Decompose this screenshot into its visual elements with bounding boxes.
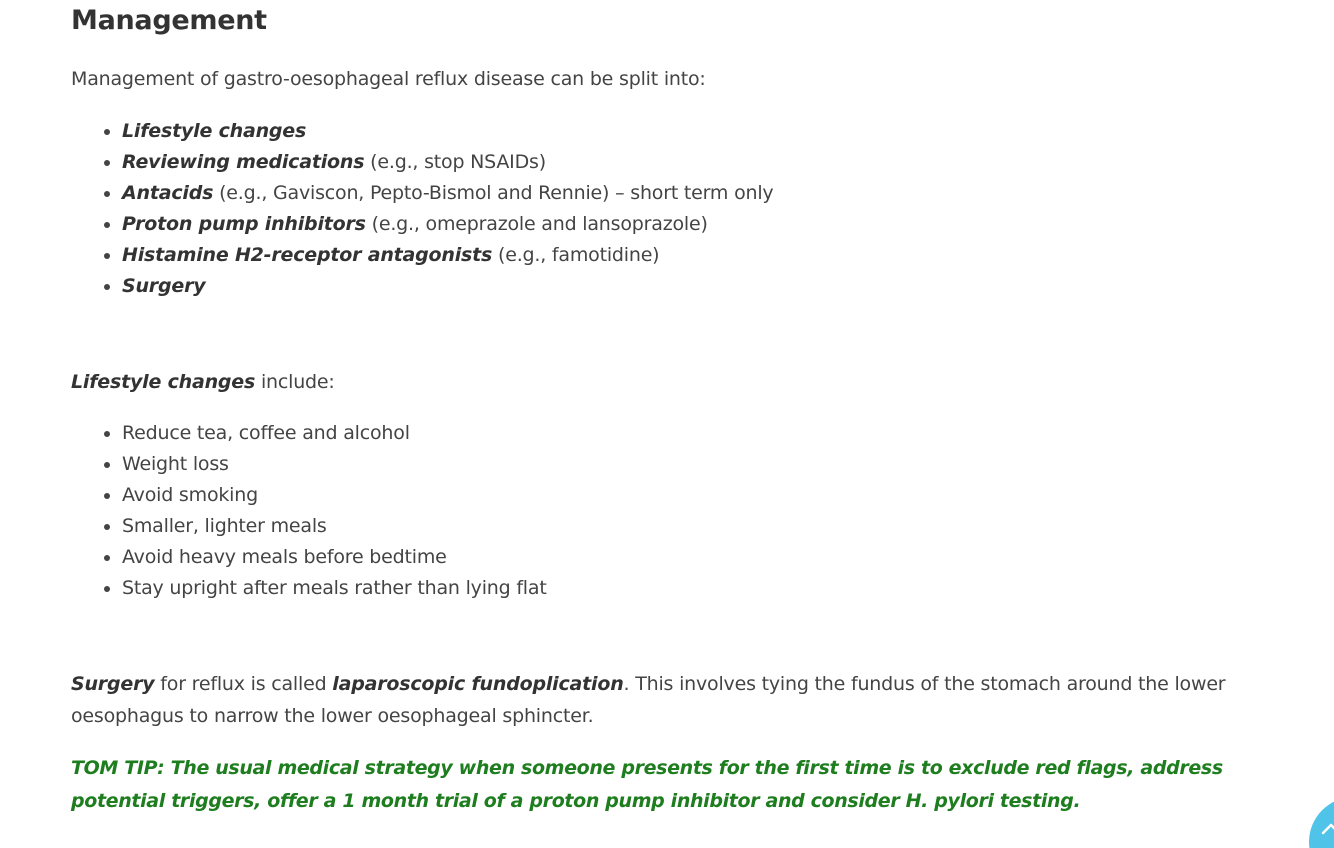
list-item: • Stay upright after meals rather than lying flat [122,573,547,604]
section-heading: Management [71,5,267,36]
surgery-rest: . This involves tying the fundus of the stomach around the lower oesophagus to narrow the lower oesophageal sphincter. [71,673,1226,727]
list-item-detail: (e.g., famotidine) [492,244,660,266]
list-item [122,209,773,240]
tom-tip: TOM TIP: The usual medical strategy when someone presents for the first time is to exclude red flags, address potential triggers, offer a 1 month trial of a proton pump inhibitor and consider H. pylori testing. [71,757,1223,812]
management-list [71,116,773,302]
list-item [122,147,773,178]
list-item [122,116,773,147]
lifestyle-intro-rest: include: [255,371,335,393]
surgery-mid: for reflux is called [154,673,333,695]
list-item-term: Surgery [122,275,206,297]
list-item [122,178,773,209]
surgery-procedure: laparoscopic fundoplication [332,673,624,695]
list-item-detail: (e.g., Gaviscon, Pepto-Bismol and Rennie) – short term only [213,182,774,204]
lifestyle-list [71,418,547,604]
list-item [122,271,773,302]
list-item-term: Antacids [122,182,214,204]
list-item-term: Reviewing medications [122,151,365,173]
surgery-paragraph [71,668,1311,732]
lifestyle-intro-term: Lifestyle changes [71,371,256,393]
intro-paragraph: Management of gastro-oesophageal reflux disease can be split into: [71,68,706,90]
list-item: • Avoid smoking [122,480,547,511]
list-item: • Smaller, lighter meals [122,511,547,542]
surgery-term: Surgery [71,673,155,695]
list-item-detail: (e.g., stop NSAIDs) [364,151,546,173]
list-item-term: Histamine H2-receptor antagonists [122,244,493,266]
list-item: • Weight loss [122,449,547,480]
list-item: • Reduce tea, coffee and alcohol [122,418,547,449]
list-item-term: Proton pump inhibitors [122,213,366,235]
list-item [122,240,773,271]
list-item: • Avoid heavy meals before bedtime [122,542,547,573]
list-item-term: Lifestyle changes [122,120,307,142]
lifestyle-intro-paragraph [71,366,335,398]
chevron-up-icon [1319,817,1334,841]
list-item-detail: (e.g., omeprazole and lansoprazole) [365,213,708,235]
